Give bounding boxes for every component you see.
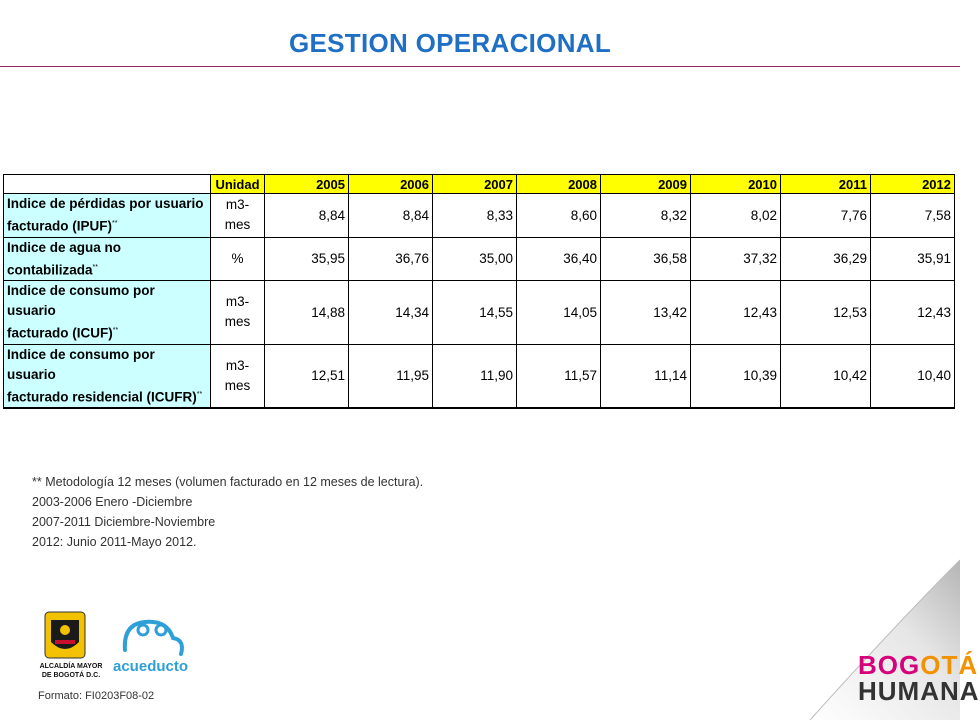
value-cell: 35,00 [433, 237, 517, 281]
value-cell: 8,84 [349, 194, 433, 238]
alcaldia-label [31, 662, 111, 680]
bogota-humana-logo [858, 652, 980, 704]
footnote-mark: ** [92, 263, 98, 271]
indicator-name-line2: facturado residencial (ICUFR) [7, 389, 197, 404]
unit-line1: % [231, 250, 244, 266]
value-cell: 7,76 [781, 194, 871, 238]
footnote-line: 2003-2006 Enero -Diciembre [32, 495, 193, 509]
value-cell: 14,88 [265, 281, 349, 345]
value-cell: 10,39 [691, 344, 781, 408]
indicator-name-line1: Indice de pérdidas por usuario [7, 196, 204, 211]
unit-cell [211, 344, 265, 408]
unit-cell [211, 281, 265, 345]
value-cell: 35,95 [265, 237, 349, 281]
header-year: 2007 [433, 175, 517, 194]
header-year: 2012 [871, 175, 955, 194]
footnote-mark: ** [196, 390, 203, 398]
acueducto-wordmark: acueducto [113, 658, 189, 675]
footnote-mark: ** [112, 220, 118, 227]
footnote-line: 2007-2011 Diciembre-Noviembre [32, 515, 216, 529]
value-cell: 11,14 [601, 344, 691, 408]
value-cell: 12,51 [265, 344, 349, 408]
header-year: 2010 [691, 175, 781, 194]
value-cell: 14,05 [517, 281, 601, 345]
indicator-name-line2: contabilizada [7, 262, 93, 277]
header-year: 2008 [517, 175, 601, 194]
indicator-name-cell [4, 281, 211, 345]
value-cell: 14,34 [349, 281, 433, 345]
unit-line2: mes [224, 217, 251, 233]
value-cell: 8,02 [691, 194, 781, 238]
table-row [4, 344, 955, 408]
value-cell: 14,55 [433, 281, 517, 345]
value-cell: 35,91 [871, 237, 955, 281]
header-year: 2009 [601, 175, 691, 194]
unit-line1: m3- [225, 294, 250, 310]
value-cell: 12,53 [781, 281, 871, 345]
value-cell: 11,90 [433, 344, 517, 408]
form-code: Formato: FI0203F08-02 [38, 690, 155, 702]
indicator-name-cell [4, 237, 211, 281]
value-cell: 8,84 [265, 194, 349, 238]
header-year: 2011 [781, 175, 871, 194]
unit-cell [211, 194, 265, 238]
humana-wordmark: HUMANA [858, 676, 980, 706]
header-year: 2005 [265, 175, 349, 194]
unit-line1: m3- [225, 197, 250, 213]
unit-line1: m3- [225, 357, 250, 373]
table-row [4, 237, 955, 281]
alcaldia-label-line2: DE BOGOTÁ D.C. [41, 672, 101, 679]
value-cell: 12,43 [691, 281, 781, 345]
alcaldia-label-line1: ALCALDÍA MAYOR [39, 663, 103, 670]
unit-cell [211, 237, 265, 281]
indicator-name-line2: facturado (IPUF) [7, 218, 113, 234]
value-cell: 7,58 [871, 194, 955, 238]
value-cell: 8,60 [517, 194, 601, 238]
value-cell: 37,32 [691, 237, 781, 281]
value-cell: 10,40 [871, 344, 955, 408]
header-year: 2006 [349, 175, 433, 194]
bogota-wordmark: BOGOTÁ [858, 650, 979, 680]
page-title: GESTION OPERACIONAL [288, 28, 612, 58]
header-blank-cell [4, 175, 211, 194]
footnote-mark: ** [112, 327, 119, 334]
indicator-name-line1: Indice de consumo por usuario [7, 346, 155, 382]
value-cell: 11,95 [349, 344, 433, 408]
value-cell: 12,43 [871, 281, 955, 345]
value-cell: 8,33 [433, 194, 517, 238]
indicator-name-line1: Indice de consumo por usuario [7, 283, 155, 318]
indicator-name-cell [4, 194, 211, 238]
footnotes [32, 472, 423, 552]
unit-line2: mes [224, 314, 251, 330]
indicators-table [3, 174, 955, 409]
header-unidad: Unidad [211, 175, 265, 194]
value-cell: 10,42 [781, 344, 871, 408]
value-cell: 11,57 [517, 344, 601, 408]
title-divider [0, 66, 960, 67]
indicator-name-line2: facturado (ICUF) [7, 325, 113, 341]
indicator-name-cell [4, 344, 211, 408]
value-cell: 36,58 [601, 237, 691, 281]
value-cell: 36,40 [517, 237, 601, 281]
value-cell: 13,42 [601, 281, 691, 345]
value-cell: 36,29 [781, 237, 871, 281]
indicator-name-line1: Indice de agua no [7, 239, 122, 255]
footnote-line: 2012: Junio 2011-Mayo 2012. [32, 535, 197, 549]
table-row [4, 194, 955, 238]
unit-line2: mes [224, 377, 251, 393]
table-header-row [4, 175, 955, 194]
table-row [4, 281, 955, 345]
value-cell: 8,32 [601, 194, 691, 238]
value-cell: 36,76 [349, 237, 433, 281]
footnote-line: ** Metodología 12 meses (volumen facturado en 12 meses de lectura). [32, 475, 424, 489]
